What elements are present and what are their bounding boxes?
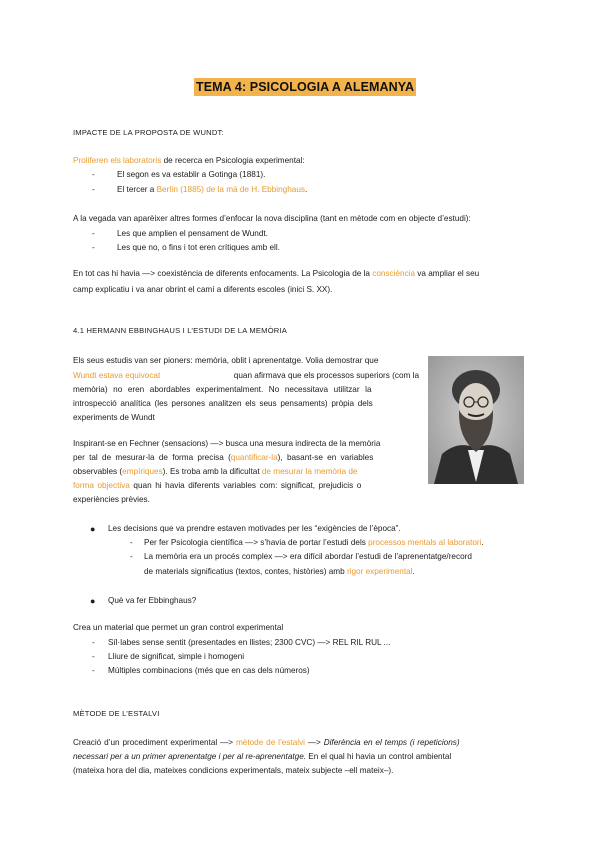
dash-icon: - [92,638,95,647]
highlight-text: consciència [372,269,416,278]
paragraph-laboratoris [73,155,305,167]
paragraph-coexistencia [73,268,479,280]
text: En el qual hi havia un control ambiental [306,752,452,761]
sub-list-item: La memòria era un procés complex —> era difícil abordar l’estudi de l’aprenentatge/record [144,552,472,561]
paragraph-fechner-line3 [73,466,357,478]
dash-icon: - [130,552,133,561]
paragraph-formes: A la vegada van aparèixer altres formes d’enfocar la nova disciplina (tant en mètode com en objecte d’estudi): [73,214,471,223]
list-item: Lliure de significat, simple i homogeni [108,652,245,661]
highlight-text: de mesurar la memòria de [261,467,358,476]
dash-icon: - [92,229,95,238]
highlight-text: forma objectiva [73,481,130,490]
sub-list-item-line2 [144,566,415,578]
text: . [304,185,308,194]
highlight-text: Berlín (1885) de la mà de H. Ebbinghaus [156,185,305,194]
text: Per fer Psicologia científica —> s’havia de portar l’estudi dels [144,538,369,547]
text: quan afirmava que els processos superiors (com la [233,371,419,380]
paragraph-fechner-line5: experiències prèvies. [73,495,150,504]
text: quan hi havia diferents variables com: significat, prejudicis o [129,481,362,490]
list-item: Múltiples combinacions (més que en cas dels números) [108,666,310,675]
ebbinghaus-portrait [428,356,524,484]
text: Creació d’un procediment experimental —> [73,738,236,747]
paragraph-pioners: Els seus estudis van ser pioners: memòria, oblit i aprenentatge. Volia demostrar que [73,356,379,365]
list-item: Què va fer Ebbinghaus? [108,596,197,605]
text: ). Es troba amb la dificultat [162,467,262,476]
text: va ampliar el seu [415,269,480,278]
paragraph-pioners-line3: memòria) no eren abordables experimentalment. No necessitava utilitzar la [73,385,372,394]
text: de materials significatius (textos, contes, històries) amb [144,567,347,576]
page-title: TEMA 4: PSICOLOGIA A ALEMANYA [196,80,415,94]
paragraph-pioners-line5: experiments de Wundt [73,413,155,422]
paragraph-estalvi-line2 [73,751,451,763]
paragraph-fechner-line2 [73,452,373,464]
bullet-icon: ● [90,596,96,606]
list-item: Les decisions que va prendre estaven motivades per les “exigències de l’època”. [108,524,401,533]
list-item [117,184,307,196]
highlight-text: quantificar-la [230,453,278,462]
highlight-text: mètode de l’estalvi [235,738,305,747]
dash-icon: - [130,538,133,547]
paragraph-fechner: Inspirant-se en Fechner (sensacions) —> busca una mesura indirecta de la memòria [73,439,381,448]
paragraph-coexistencia-line2: camp explicatiu i va anar obrint el camí a diferents escoles (inici S. XX). [73,285,333,294]
highlight-text: processos mentals al laboratori [368,538,482,547]
text: En tot cas hi havia —> coexistència de diferents enfocaments. La Psicologia de la [73,269,373,278]
text: —> [304,738,324,747]
section-heading-ebbinghaus: 4.1 HERMANN EBBINGHAUS I L’ESTUDI DE LA MEMÒRIA [73,326,288,335]
text: . [481,538,484,547]
sub-list-item [144,537,484,549]
list-item: Síl·labes sense sentit (presentades en llistes; 2300 CVC) —> REL RIL RUL ... [108,638,391,647]
highlight-text: Wundt estava equivocat [73,371,161,380]
text: . [412,567,415,576]
italic-text: Diferència en el temps (i repeticions) [323,738,460,747]
section-heading-estalvi: MÈTODE DE L’ESTALVI [73,709,160,718]
text: de recerca en Psicologia experimental: [161,156,305,165]
paragraph-estalvi-line3: (mateixa hora del dia, mateixes condicions experimentals, mateix subjecte –ell mateix–). [73,766,394,775]
text: per tal de mesurar-la de forma precisa ( [73,453,231,462]
dash-icon: - [92,243,95,252]
dash-icon: - [92,170,95,179]
bullet-icon: ● [90,524,96,534]
dash-icon: - [92,652,95,661]
paragraph-material: Crea un material que permet un gran control experimental [73,623,284,632]
paragraph-estalvi [73,737,460,749]
highlight-text: rigor experimental [346,567,413,576]
paragraph-fechner-line4 [73,480,361,492]
highlight-text: empíriques [122,467,163,476]
section-heading-impacte: IMPACTE DE LA PROPOSTA DE WUNDT: [73,128,224,137]
paragraph-pioners-line4: introspecció analítica (les persones analitzen els seus pensaments) pròpia dels [73,399,373,408]
paragraph-pioners-line2 [73,370,419,382]
list-item: Les que amplien el pensament de Wundt. [117,229,268,238]
italic-text: necessari per a un primer aprenentatge i per al re-aprenentatge. [73,752,307,761]
highlight-text: Proliferen els laboratoris [73,156,162,165]
dash-icon: - [92,185,95,194]
text: observables ( [73,467,123,476]
dash-icon: - [92,666,95,675]
text: ), basant-se en variables [277,453,374,462]
text: El tercer a [117,185,157,194]
list-item: Les que no, o fins i tot eren crítiques amb ell. [117,243,280,252]
list-item: El segon es va establir a Gotinga (1881). [117,170,266,179]
